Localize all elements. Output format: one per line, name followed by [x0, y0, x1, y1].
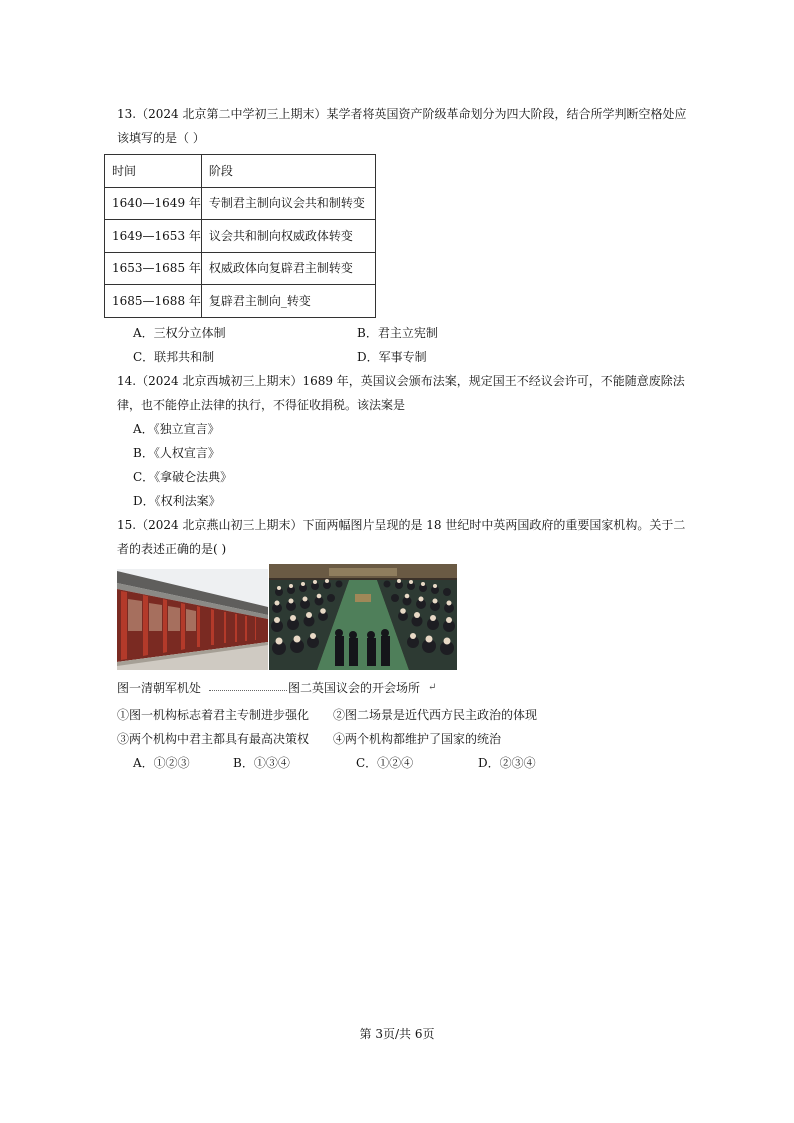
table-cell-time: 1640—1649 年 [105, 187, 202, 220]
q13-option-c[interactable]: C．联邦共和制 [133, 350, 215, 364]
q15-stem-line2: 者的表述正确的是( ) [117, 542, 227, 556]
q15-option-d[interactable]: D．②③④ [478, 756, 536, 770]
table-cell-time: 1685—1688 年 [105, 285, 202, 318]
q14-option-d[interactable]: D．《权利法案》 [133, 494, 221, 508]
q15-option-c[interactable]: C．①②④ [356, 756, 414, 770]
table-cell-stage: 复辟君主制向_转变 [201, 285, 375, 318]
table-cell-stage: 专制君主制向议会共和制转变 [201, 187, 375, 220]
table-cell-stage: 议会共和制向权威政体转变 [201, 220, 375, 253]
q13-option-b[interactable]: B．君主立宪制 [357, 326, 438, 340]
caption-dotted-divider [209, 690, 287, 691]
q15-stem-line1: 15.（2024 北京燕山初三上期末）下面两幅图片呈现的是 18 世纪时中英两国政府的重要国家机构。关于二 [117, 518, 686, 532]
table-header-stage: 阶段 [201, 155, 375, 188]
q13-stem-line2: 该填写的是（ ） [117, 131, 205, 145]
table-cell-time: 1649—1653 年 [105, 220, 202, 253]
table-header-row [105, 155, 376, 188]
q15-statement-4: ④两个机构都维护了国家的统治 [333, 732, 502, 746]
table-cell-stage: 权威政体向复辟君主制转变 [201, 252, 375, 285]
table-row [105, 252, 376, 285]
table-cell-time: 1653—1685 年 [105, 252, 202, 285]
q14-option-b[interactable]: B．《人权宣言》 [133, 446, 220, 460]
q15-option-b[interactable]: B．①③④ [233, 756, 290, 770]
q15-statement-1: ①图一机构标志着君主专制进步强化 [117, 708, 310, 722]
q15-statement-3: ③两个机构中君主都具有最高决策权 [117, 732, 310, 746]
table-row [105, 285, 376, 318]
q15-option-a[interactable]: A．①②③ [133, 756, 190, 770]
q14-stem-line2: 律，也不能停止法律的执行，不得征收捐税。该法案是 [117, 398, 406, 412]
caption-figure-1: 图一清朝军机处 [117, 681, 202, 695]
table-row [105, 220, 376, 253]
q15-statement-2: ②图二场景是近代西方民主政治的体现 [333, 708, 538, 722]
caption-figure-2: 图二英国议会的开会场所 [288, 681, 421, 695]
q14-option-a[interactable]: A．《独立宣言》 [133, 422, 220, 436]
q13-table [104, 154, 376, 318]
return-mark-icon: ↵ [428, 682, 437, 693]
q14-option-c[interactable]: C．《拿破仑法典》 [133, 470, 233, 484]
table-row [105, 187, 376, 220]
q13-stem-line1: 13.（2024 北京第二中学初三上期末）某学者将英国资产阶级革命划分为四大阶段，结合所学判断空格处应 [117, 107, 687, 121]
q14-stem-line1: 14.（2024 北京西城初三上期末）1689 年，英国议会颁布法案，规定国王不经议会许可，不能随意废除法 [117, 374, 685, 388]
q13-option-d[interactable]: D．军事专制 [357, 350, 427, 364]
grand-council-photo [117, 569, 268, 670]
parliament-photo [269, 564, 457, 670]
table-header-time: 时间 [105, 155, 202, 188]
q13-option-a[interactable]: A．三权分立体制 [133, 326, 226, 340]
page-number: 第 3页/共 6页 [359, 1027, 435, 1041]
